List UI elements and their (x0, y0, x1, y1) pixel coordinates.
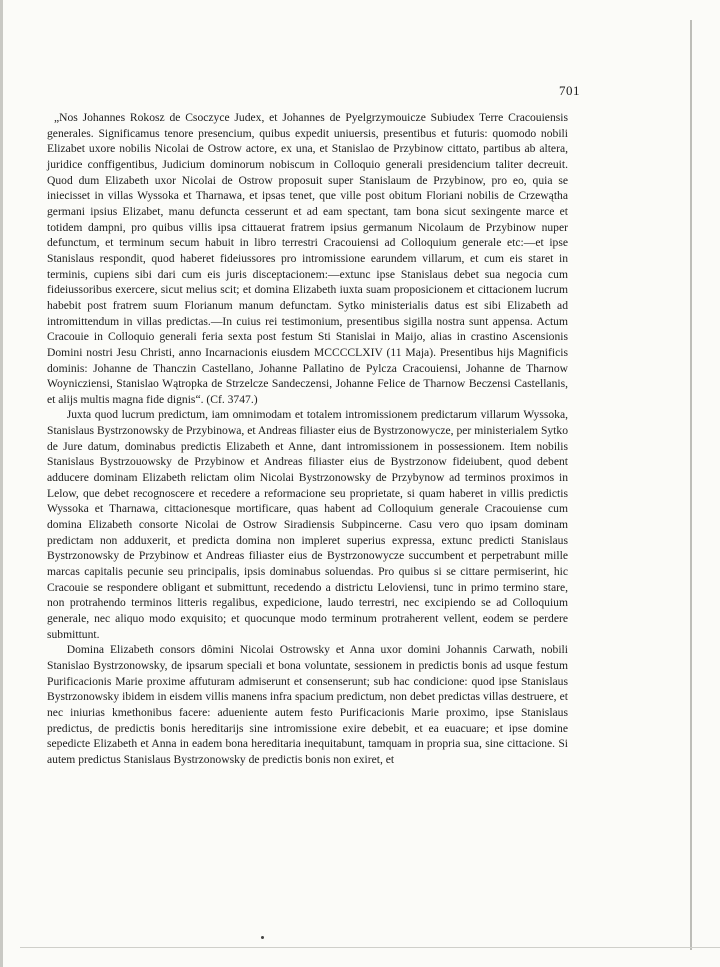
ink-dot (261, 936, 264, 939)
paragraph-intromission: Juxta quod lucrum predictum, iam omnimodam et totalem intromissionem predictarum villarum Wyssoka, Stanislaus Bystrzonowsky de Przybinowa, et Andreas filiaster eius de Bystrzonowycze, per ministerialem Sytko de Jure datum, dominabus predictis Elizabeth et Anne, dant intromissionem in possessionem. Item nobilis Stanislaus Bystrzouowsky de Przybinow et Andreas filiaster eius de Bystrzonow fideiubent, quod debent adducere dominam Elizabeth relictam olim Nicolai Bystrzonowsky de Przybynow ad terminos proximos in Lelow, que debet recognoscere et recedere a reformacione seu proprietate, si quam haberet in villis predictis Wyssoka et Tharnawa, cittacionesque mortificare, quas habent ad Colloquium generale Cracouiense cum domina Elizabeth consorte Nicolai de Ostrow Siradiensis Subpincerne. Casu vero quo ipsam dominam predictam non adduxerit, et predicta domina non impleret superius expressa, extunc predicti Stanislaus Bystrzonowsky de Przybinow et Andreas filiaster eius de Bystrzonowycze succumbent et perpetrabunt mille marcas capitalis pecunie seu principalis, ipsis dominabus soluendas. Pro quibus si se cittare permiserint, hic Cracouie se respondere obligant et submittunt, recedendo a districtu Leloviensi, tunc in primo termino stare, non protrahendo terminos litteris regalibus, expedicione, laudo terrestri, nec excipiendo se ad Colloquium generale, nec aliquo modo exquisito; et quocunque modo terminum protraherent vellent, eodem se perdere submittunt. (47, 408, 568, 641)
page-edge-right (690, 20, 692, 950)
page-edge-left (0, 0, 3, 967)
paragraph-consent: Domina Elizabeth consors dômini Nicolai Ostrowsky et Anna uxor domini Johannis Carwath, nobili Stanislao Bystrzonowsky, de ipsarum speciali et bona voluntate, sessionem in predictis bonis ad usque festum Purificacionis Marie proxime affuturam admiserunt et consenserunt; sub hac condicione: quod ipse Stanislaus Bystrzonowsky ibidem in eisdem villis manens infra spacium predictum, non debet predictas villas destruere, et nec iniurias kmethonibus facere: adueniente autem festo Purificacionis Marie proximo, ipse Stanislaus predictus, de predictis bonis hereditarijs sine intromissione exire debebit, et ea euacuare; et ipse domine sepedicte Elizabeth et Anna in eadem bona hereditaria inequitabunt, tamquam in propria sua, sine cittacione. Si autem predictus Stanislaus Bystrzonowsky de predictis bonis non exiret, et (47, 643, 568, 766)
document-body (47, 110, 568, 768)
paragraph-charter: „Nos Johannes Rokosz de Csoczyce Judex, et Johannes de Pyelgrzymouicze Subiudex Terre Cracouiensis generales. Significamus tenore presencium, quibus expedit uniuersis, presentibus et futuris: quomodo nobili Elizabet uxore nobilis Nicolai de Ostrow actore, ex una, et Stanislao de Przybinow cittato, partibus ab altera, juridice conffigentibus, Judicium dominorum nobiscum in Colloquio generali presidencium taliter decreuit. Quod dum Elizabeth uxor Nicolai de Ostrow proposuit super Stanislaum de Przybinow, pro eo, quia se iniecisset in villas Wyssoka et Tharnawa, et ipsas tenet, que ville post obitum Floriani nobilis de Crzewątha germani ipsius Elizabet, manu defuncta cesserunt et ad eam spectant, tam bona sicut sexingente marce et totidem dampni, pro quibus villis ipsa cittauerat fratrem ipsius germanum Nicolaum de Przybinow nuper defunctum, et terminum secum habuit in libro terrestri Cracouiensi ad Colloquium generale etc:—et ipse Stanislaus respondit, quod haberet fideiussores pro intromissione earundem villarum, et cum eis staret in terminis, cupiens sibi dari cum eis juris disceptacionem:—extunc ipse Stanislaus debet sua negocia cum fideiussoribus exercere, sicut melius scit; et domina Elizabeth iuxta suam proposicionem et cittacionem lucrum habebit post fratrem suum Florianum manum defunctam. Sytko ministerialis datus est sibi Elizabeth ad intromittendum in villas predictas.—In cuius rei testimonium, presentibus sigilla nostra sunt appensa. Actum Cracouie in Colloquio generali feria sexta post festum Sti Stanislai in Maijo, alias in crastino Ascensionis Domini nostri Jesu Christi, anno Incarnacionis eiusdem MCCCCLXIV (11 Maja). Presentibus hijs Magnificis dominis: Johanne de Thanczin Castellano, Johanne Pallatino de Pylcza Cracouiensi, Johanne de Tharnow Woynicziensi, Stanislao Wątropka de Strzelcze Sandeczensi, Johanne Felice de Tharnow Beczensi Castellanis, et alijs multis magna fide dignis“. (Cf. 3747.) (47, 111, 568, 406)
page-number: 701 (559, 83, 580, 98)
page-edge-bottom (20, 947, 720, 948)
